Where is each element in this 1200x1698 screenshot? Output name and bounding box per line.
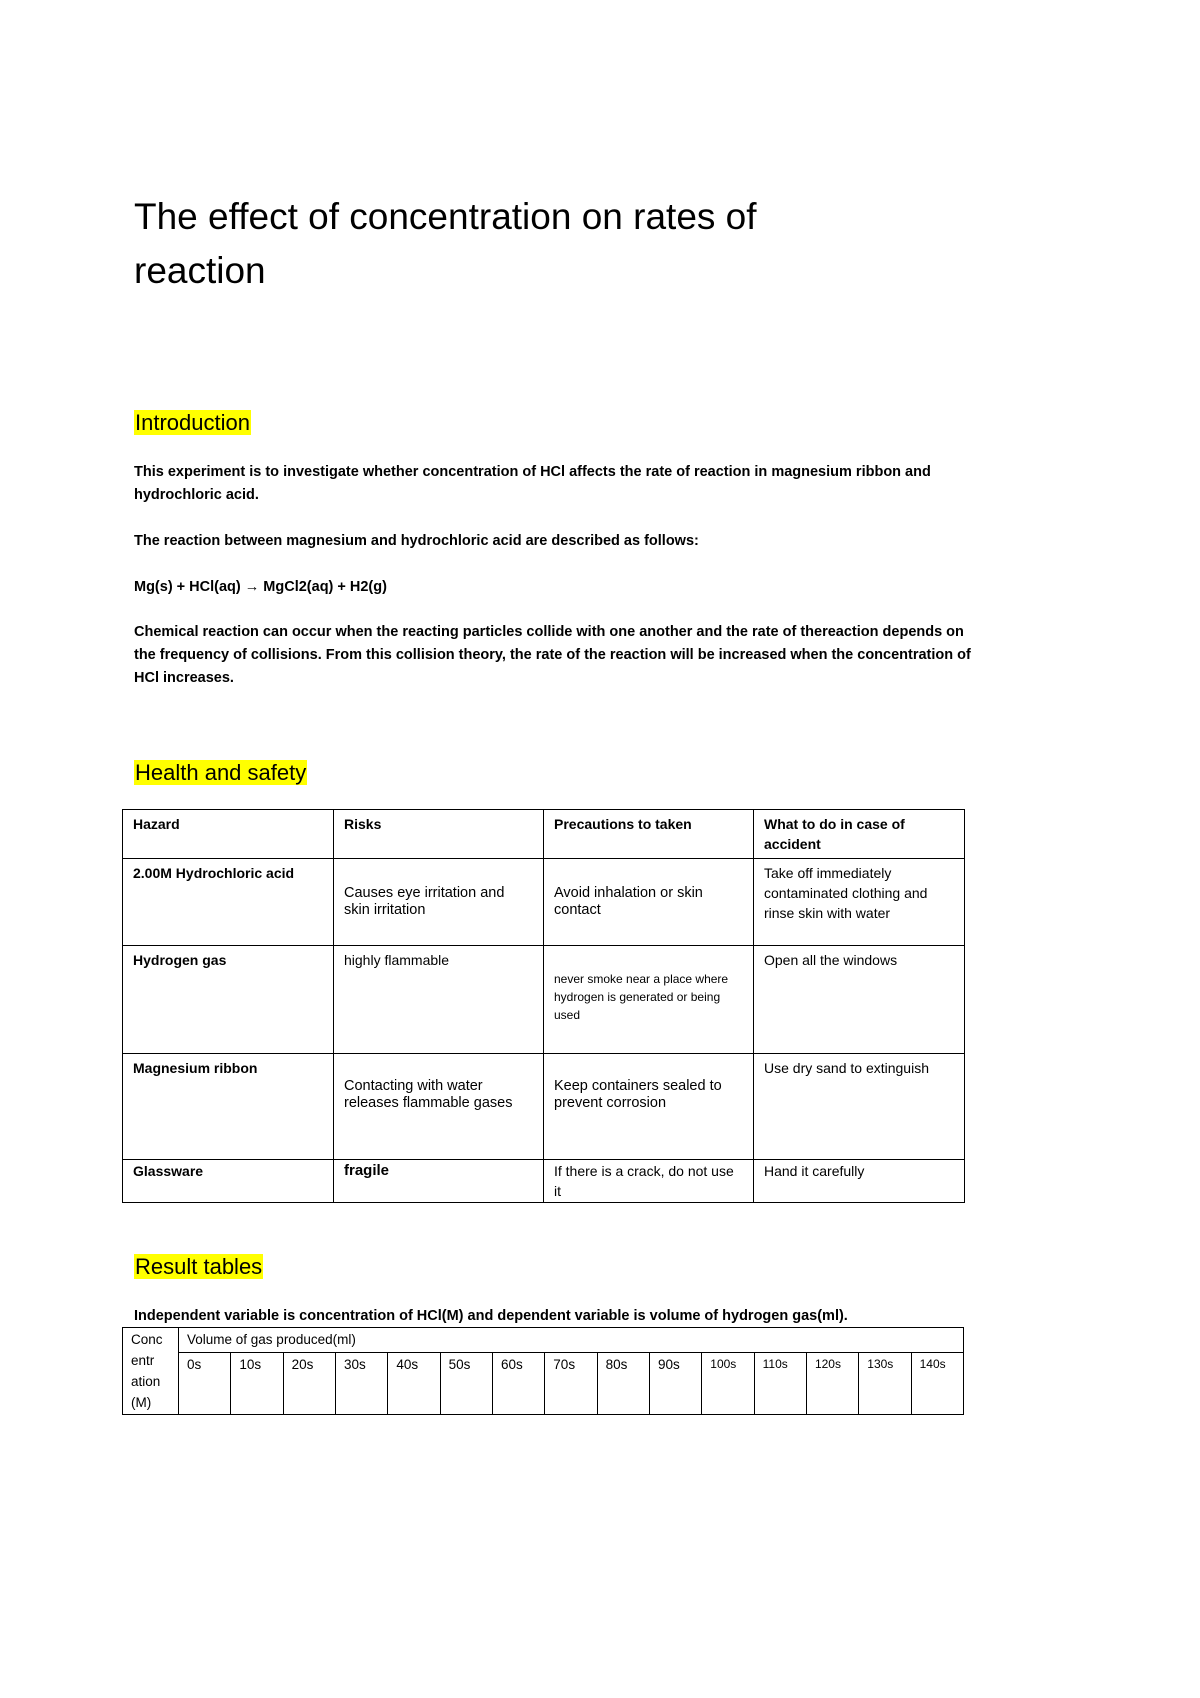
column-header: Precautions to taken: [544, 810, 754, 859]
health-safety-heading: [134, 758, 307, 788]
time-header-cell: 50s: [440, 1352, 492, 1414]
hazard-cell: Magnesium ribbon: [123, 1054, 334, 1160]
results-caption: Independent variable is concentration of HCl(M) and dependent variable is volume of hydrogen gas(ml).: [134, 1308, 848, 1324]
precaution-text: never smoke near a place where hydrogen is generated or being used: [554, 972, 729, 1022]
result-tables-heading-text: Result tables: [135, 1254, 263, 1279]
action-cell: Open all the windows: [754, 946, 965, 1054]
concentration-header-line: (M): [131, 1395, 152, 1410]
introduction-heading-text: Introduction: [135, 410, 250, 435]
action-cell: Use dry sand to extinguish: [754, 1054, 965, 1160]
column-header: What to do in case of accident: [754, 810, 965, 859]
time-header-cell: 70s: [545, 1352, 597, 1414]
precaution-cell: [544, 1054, 754, 1160]
concentration-header-line: Conc: [131, 1332, 163, 1347]
precaution-cell: If there is a crack, do not use it: [544, 1160, 754, 1203]
precaution-text: Keep containers sealed to prevent corrosion: [554, 1078, 722, 1111]
hazard-cell: Glassware: [123, 1160, 334, 1203]
table-row: [123, 859, 965, 946]
introduction-paragraph-3: Chemical reaction can occur when the reacting particles collide with one another and the rate of thereaction depends on the frequency of collisions. From this collision theory, the rate of the reaction will be increased when the concentration of HCl increases.: [134, 624, 971, 686]
risk-cell: highly flammable: [334, 946, 544, 1054]
equation-reactants: Mg(s) + HCl(aq): [134, 579, 241, 595]
risk-text: Causes eye irritation and skin irritation: [344, 885, 505, 918]
time-header-cell: 130s: [859, 1352, 911, 1414]
table-row: [123, 946, 965, 1054]
time-header-cell: 0s: [179, 1352, 231, 1414]
risk-cell: fragile: [334, 1160, 544, 1203]
page-title: The effect of concentration on rates of reaction: [134, 196, 757, 291]
health-safety-table: [122, 809, 965, 1203]
precaution-cell: [544, 946, 754, 1054]
introduction-paragraph-1: This experiment is to investigate whether concentration of HCl affects the rate of reaction in magnesium ribbon and hydrochloric acid.: [134, 464, 931, 503]
precaution-text: Avoid inhalation or skin contact: [554, 885, 703, 918]
concentration-header: [123, 1328, 179, 1415]
risk-cell: [334, 1054, 544, 1160]
results-table: [122, 1327, 964, 1415]
concentration-header-line: entr: [131, 1353, 155, 1368]
precaution-cell: [544, 859, 754, 946]
table-row: [123, 1160, 965, 1203]
time-header-cell: 110s: [754, 1352, 806, 1414]
introduction-paragraph-2: The reaction between magnesium and hydrochloric acid are described as follows:: [134, 533, 699, 549]
arrow-icon: →: [244, 579, 260, 595]
time-header-cell: 10s: [231, 1352, 283, 1414]
time-header-cell: 30s: [335, 1352, 387, 1414]
introduction-heading: [134, 408, 251, 438]
hazard-cell: 2.00M Hydrochloric acid: [123, 859, 334, 946]
risk-text: Contacting with water releases flammable gases: [344, 1078, 513, 1111]
column-header: Hazard: [123, 810, 334, 859]
concentration-header-line: ation: [131, 1374, 161, 1389]
action-cell: Take off immediately contaminated clothing and rinse skin with water: [754, 859, 965, 946]
time-header-cell: 60s: [492, 1352, 544, 1414]
reaction-equation: [134, 576, 984, 599]
table-header-row: [123, 1328, 964, 1353]
time-header-cell: 80s: [597, 1352, 649, 1414]
table-row: [123, 1054, 965, 1160]
time-header-cell: 140s: [911, 1352, 963, 1414]
column-header: Risks: [334, 810, 544, 859]
time-header-cell: 120s: [806, 1352, 858, 1414]
health-safety-heading-text: Health and safety: [135, 760, 307, 785]
table-header-row: [123, 810, 965, 859]
risk-cell: [334, 859, 544, 946]
action-cell: Hand it carefully: [754, 1160, 965, 1203]
time-header-cell: 100s: [702, 1352, 754, 1414]
time-header-cell: 90s: [649, 1352, 701, 1414]
time-header-cell: 40s: [388, 1352, 440, 1414]
result-tables-heading: [134, 1252, 263, 1282]
time-header-row: [123, 1352, 964, 1414]
time-header-cell: 20s: [283, 1352, 335, 1414]
volume-header: Volume of gas produced(ml): [179, 1328, 964, 1353]
hazard-cell: Hydrogen gas: [123, 946, 334, 1054]
equation-products: MgCl2(aq) + H2(g): [263, 579, 387, 595]
